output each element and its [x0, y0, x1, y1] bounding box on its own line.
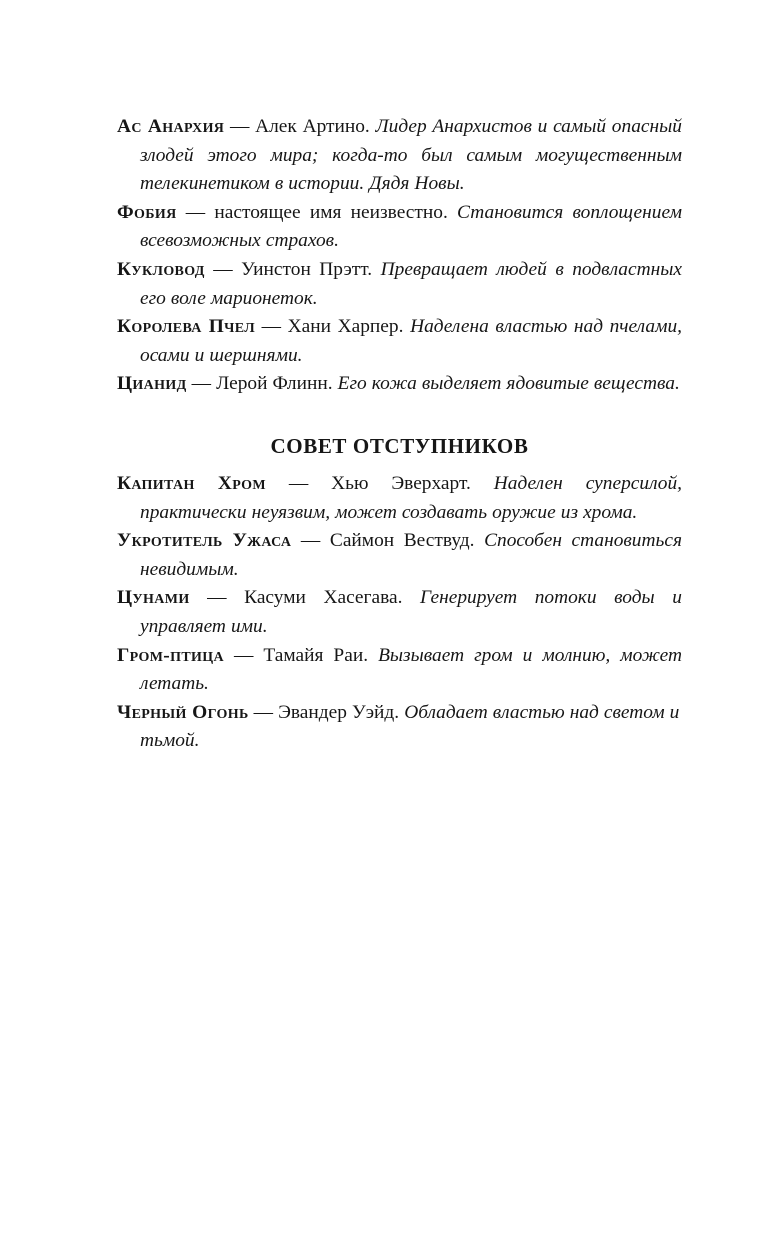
- entry-headword: Ас Анархия: [117, 116, 225, 137]
- glossary-entry: [117, 313, 682, 370]
- entry-real-name: Саймон Вествуд.: [329, 530, 475, 552]
- glossary-entry: [117, 584, 682, 641]
- entry-description: Способен становиться невидимым.: [140, 530, 682, 580]
- entry-dash: —: [185, 201, 206, 223]
- entry-dash: —: [207, 587, 227, 609]
- entry-real-name: Эвандер Уэйд.: [278, 701, 400, 723]
- glossary-entry: [117, 470, 682, 527]
- entry-real-name: Алек Артино.: [255, 116, 370, 137]
- entry-dash: —: [288, 472, 309, 494]
- glossary-entry: [117, 256, 682, 313]
- section-heading: СОВЕТ ОТСТУПНИКОВ: [270, 433, 529, 458]
- entry-real-name: Лерой Флинн.: [216, 373, 333, 395]
- entry-headword: Фобия: [117, 201, 177, 223]
- glossary-section-renegades-council: [117, 399, 682, 756]
- entry-headword: Укротитель Ужаса: [117, 530, 292, 552]
- heading-spacer-bottom: [117, 459, 682, 470]
- glossary-entry: [117, 199, 682, 256]
- glossary-section-anarchists: [117, 113, 682, 399]
- entry-description: Наделен суперсилой, практически неуязвим, может создавать оружие из хрома.: [140, 472, 683, 523]
- entry-headword: Кукловод: [117, 258, 205, 280]
- entry-real-name: Тамайя Раи.: [263, 644, 369, 666]
- entry-description: Его кожа выделяет ядовитые вещества.: [337, 373, 680, 395]
- glossary-entry: [117, 699, 682, 756]
- glossary-entry: [117, 642, 682, 699]
- glossary-entry: [117, 113, 682, 199]
- entry-real-name: настоящее имя неизвестно.: [214, 201, 448, 223]
- entry-description: Вызывает гром и молнию, может летать.: [140, 644, 682, 695]
- entry-dash: —: [300, 530, 321, 552]
- entry-dash: —: [213, 258, 233, 280]
- entry-headword: Капитан Хром: [117, 472, 266, 494]
- entry-description: Становится воплощением всевозможных страхов.: [140, 201, 682, 252]
- entry-description: Генерирует потоки воды и управляет ими.: [140, 587, 682, 637]
- entry-headword: Черный Огонь: [117, 701, 249, 723]
- entry-real-name: Хани Харпер.: [287, 316, 404, 338]
- entry-headword: Гром-птица: [117, 644, 224, 666]
- glossary-text-block: [117, 113, 682, 756]
- entry-dash: —: [234, 644, 254, 666]
- entry-real-name: Касуми Хасегава.: [244, 587, 403, 609]
- glossary-entry: [117, 370, 682, 399]
- entry-dash: —: [261, 316, 282, 338]
- entry-headword: Цунами: [117, 587, 190, 609]
- entry-real-name: Уинстон Прэтт.: [241, 258, 373, 280]
- entry-description: Превращает людей в подвластных его воле марионеток.: [140, 258, 682, 309]
- entry-dash: —: [253, 701, 274, 723]
- entry-description: Наделена властью над пчелами, осами и шершнями.: [140, 316, 682, 366]
- entry-headword: Королева Пчел: [117, 316, 256, 338]
- entry-dash: —: [230, 116, 250, 137]
- entry-headword: Цианид: [117, 373, 187, 395]
- entry-description: Лидер Анархистов и самый опасный злодей этого мира; когда-то был самым могущественным телекинетиком в истории. Дядя Новы.: [140, 116, 682, 195]
- glossary-entry: [117, 527, 682, 584]
- heading-spacer-top: [117, 399, 682, 433]
- entry-dash: —: [191, 373, 212, 395]
- entry-real-name: Хью Эверхарт.: [331, 472, 471, 494]
- entry-description: Обладает властью над светом и тьмой.: [140, 701, 680, 752]
